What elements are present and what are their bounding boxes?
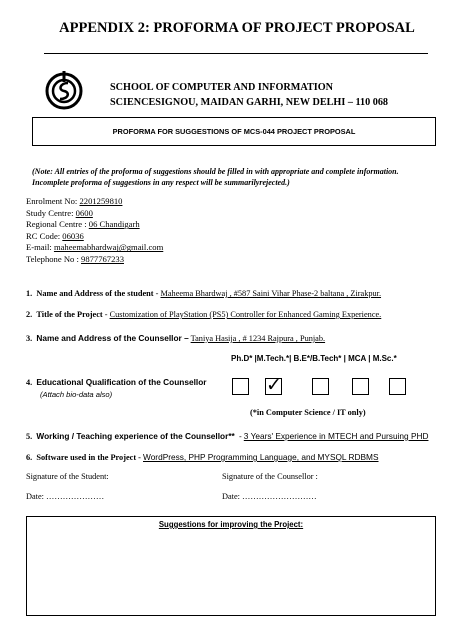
counsellor-date: Date: ……………………… (222, 492, 317, 501)
checkbox-phd[interactable] (232, 378, 249, 395)
section-4-label: Educational Qualification of the Counsellor (36, 377, 207, 387)
section-4-sub: (Attach bio-data also) (40, 390, 113, 399)
checkbox-mtech[interactable] (265, 374, 282, 396)
section-2-label: Title of the Project (36, 310, 103, 319)
regional-centre-row (26, 219, 163, 231)
qualification-header: Ph.D* |M.Tech.*| B.E*/B.Tech* | MCA | M.Sc.* (231, 354, 397, 363)
section-4-qualification (26, 377, 207, 387)
checkbox-mca[interactable] (352, 378, 369, 395)
regional-centre-value: 06 Chandigarh (88, 219, 140, 230)
section-1-separator: - (155, 289, 159, 298)
checkmark-icon: ✓ (266, 374, 282, 396)
section-6-number: 6. (26, 453, 33, 462)
rc-code-label: RC Code: (26, 230, 61, 241)
section-1-student (26, 289, 381, 298)
proforma-heading-box (32, 117, 436, 146)
page-title: APPENDIX 2: PROFORMA OF PROJECT PROPOSAL (59, 20, 415, 36)
suggestions-box[interactable] (26, 516, 436, 616)
section-5-value: 3 Years' Experience in MTECH and Pursuing PHD (243, 431, 429, 441)
enrolment-label: Enrolment No: (26, 196, 78, 206)
school-line-1: SCHOOL OF COMPUTER AND INFORMATION (110, 82, 333, 93)
rc-code-row (26, 231, 163, 243)
telephone-label: Telephone No : (26, 253, 79, 264)
study-centre-value: 0600 (75, 207, 93, 218)
study-centre-row (26, 208, 163, 220)
section-5-number: 5. (26, 432, 33, 441)
section-3-label: Name and Address of the Counsellor – (36, 333, 189, 343)
proforma-heading: PROFORMA FOR SUGGESTIONS OF MCS-044 PROJECT PROPOSAL (112, 127, 356, 136)
section-3-counsellor (26, 333, 325, 343)
school-line-2: SCIENCESIGNOU, MAIDAN GARHI, NEW DELHI – 110 068 (110, 97, 389, 108)
email-row (26, 242, 163, 254)
checkbox-be-btech[interactable] (312, 378, 329, 395)
school-name (110, 80, 388, 110)
section-1-label: Name and Address of the student (36, 289, 154, 298)
telephone-value: 9877767233 (81, 253, 124, 264)
section-4-number: 4. (26, 378, 33, 387)
section-6-label: Software used in the Project - (36, 453, 141, 462)
instructions-note: (Note: All entries of the proforma of suggestions should be filled in with appropriate and complete information. Incomplete proforma of suggestions in any respect will be summarilyrejected.) (32, 167, 399, 187)
section-6-software (26, 452, 379, 462)
regional-centre-label: Regional Centre : (26, 219, 87, 230)
counsellor-signature-label: Signature of the Counsellor : (222, 472, 318, 481)
section-2-separator: - (104, 310, 108, 319)
student-info-block (26, 196, 163, 266)
email-value: maheemabhardwaj@gmail.com (53, 242, 164, 253)
section-6-value: WordPress, PHP Programming Language, and MYSQL RDBMS (143, 452, 379, 462)
section-2-number: 2. (26, 310, 33, 319)
checkbox-msc[interactable] (389, 378, 406, 395)
section-3-value: Taniya Hasija , # 1234 Rajpura , Punjab. (190, 334, 326, 343)
enrolment-value: 2201259810 (79, 196, 123, 206)
section-5-label: Working / Teaching experience of the Counsellor** (36, 431, 235, 441)
section-3-number: 3. (26, 334, 33, 343)
section-2-title (26, 310, 381, 319)
qualification-footnote: (*in Computer Science / IT only) (250, 408, 366, 417)
email-label: E-mail: (26, 242, 52, 253)
rc-code-value: 06036 (62, 230, 84, 241)
section-2-value: Customization of PlayStation (PS5) Controller for Enhanced Gaming Experience. (109, 310, 382, 319)
title-divider (44, 53, 428, 54)
telephone-row (26, 254, 163, 266)
section-5-experience (26, 431, 428, 441)
section-1-value: Maheema Bhardwaj , #587 Saini Vihar Phase-2 baltana , Zirakpur. (160, 289, 382, 298)
student-signature-label: Signature of the Student: (26, 472, 109, 481)
section-1-number: 1. (26, 289, 33, 298)
section-5-separator: - (238, 431, 242, 441)
suggestions-title: Suggestions for improving the Project: (158, 520, 304, 529)
enrolment-row (26, 196, 163, 208)
ignou-logo-icon (44, 71, 84, 111)
study-centre-label: Study Centre: (26, 207, 74, 218)
student-date: Date: ………………… (26, 492, 105, 501)
